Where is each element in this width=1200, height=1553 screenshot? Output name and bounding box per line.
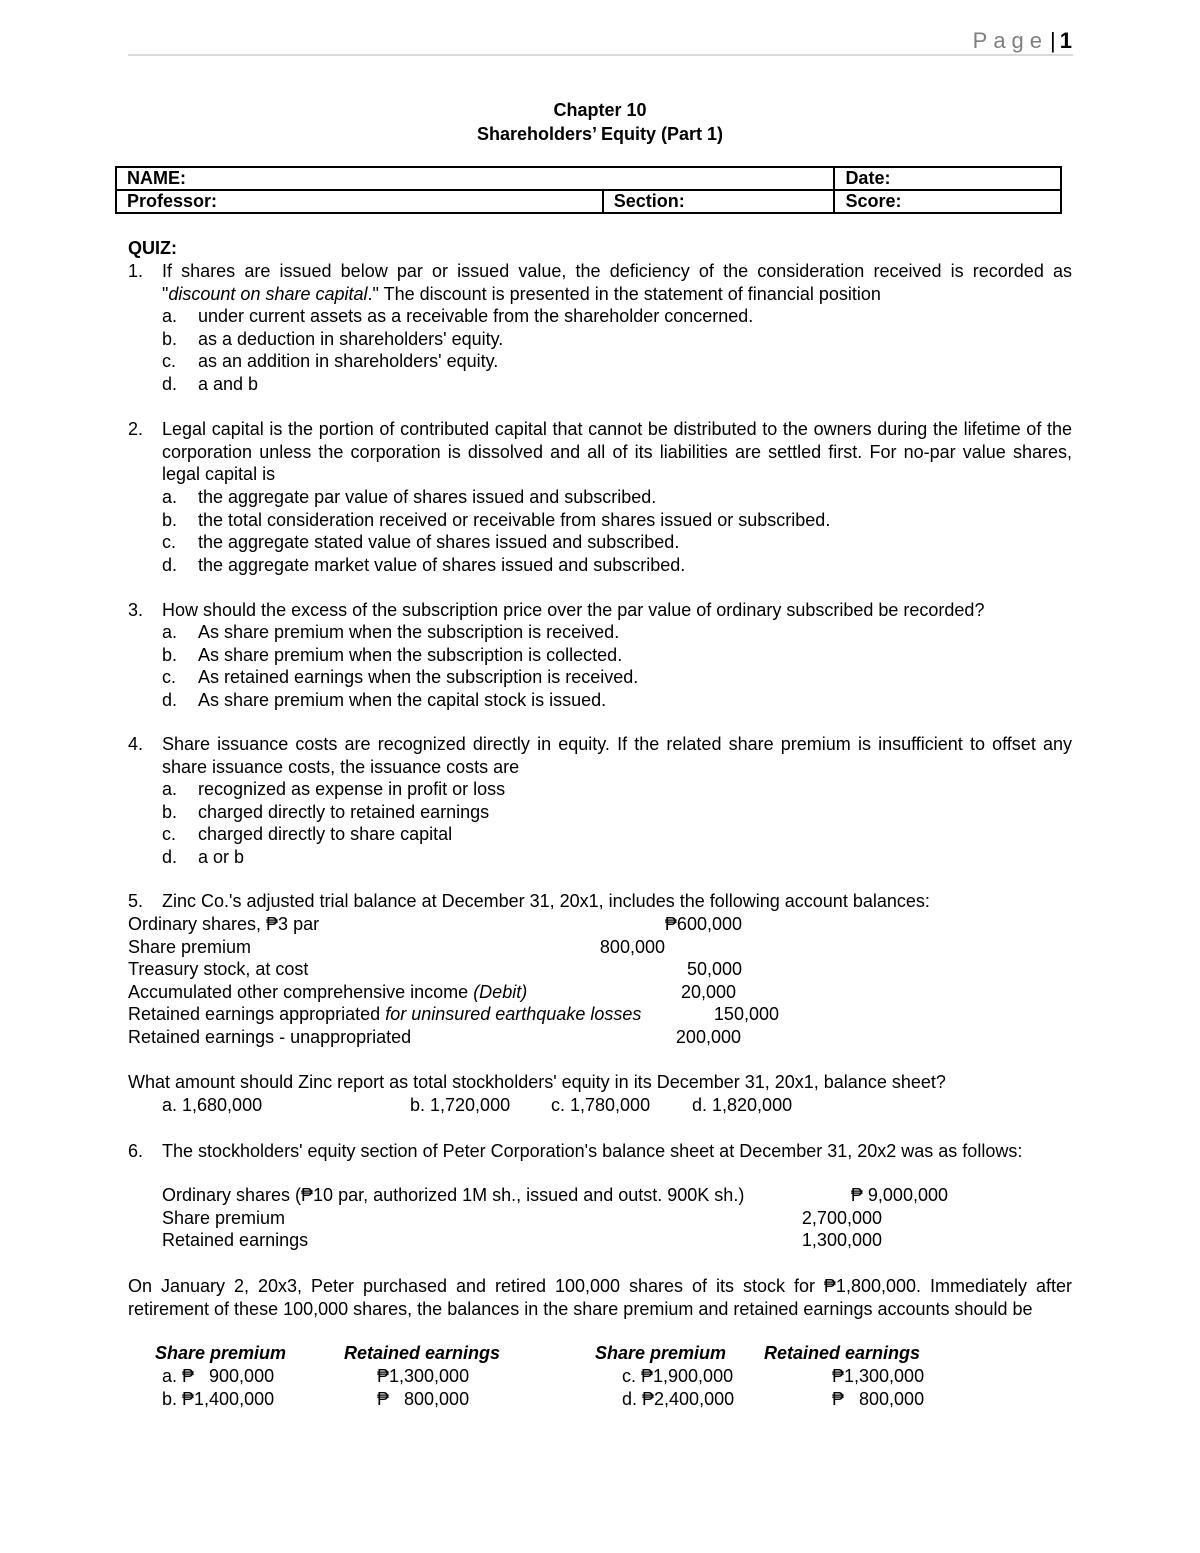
column-header-share-premium: Share premium: [595, 1343, 727, 1363]
question-4: [128, 733, 1072, 778]
account-amount: 800,000: [599, 937, 665, 957]
option-item[interactable]: c. 1,780,000: [551, 1095, 651, 1115]
question-number: 1.: [128, 261, 144, 281]
option-item[interactable]: a. 1,680,000: [162, 1095, 263, 1115]
option-item[interactable]: a. the aggregate par value of shares issued and subscribed.: [162, 487, 657, 507]
page-num: 1: [1059, 28, 1072, 53]
question-text: If shares are issued below par or issued value, the deficiency of the consideration received is recorded as "discount on share capital." The discount is presented in the statement of financial position: [162, 261, 1072, 304]
question-text: The stockholders' equity section of Peter Corporation's balance sheet at December 31, 20x2 was as follows:: [162, 1141, 1023, 1161]
option-item[interactable]: c. as an addition in shareholders' equity.: [162, 351, 499, 372]
account-label: Accumulated other comprehensive income (Debit): [128, 982, 528, 1002]
option-item[interactable]: b. charged directly to retained earnings: [162, 801, 490, 822]
option-item[interactable]: d. a or b: [162, 846, 245, 867]
option-item[interactable]: c. charged directly to share capital: [162, 824, 453, 845]
column-header-retained-earnings: Retained earnings: [764, 1343, 921, 1363]
question-text: Legal capital is the portion of contributed capital that cannot be distributed to the owners during the lifetime of the corporation unless the corporation is dissolved and all of its liabilities are settled first. For no-par value shares, legal capital is: [162, 419, 1072, 485]
question-2: [128, 418, 1072, 486]
option-item[interactable]: a. under current assets as a receivable from the shareholder concerned.: [162, 306, 754, 326]
chapter-title: Chapter 10: [553, 100, 647, 120]
q2-options: [162, 486, 830, 576]
account-label: Treasury stock, at cost: [128, 959, 309, 979]
question-1: [128, 260, 1072, 305]
account-amount: 150,000: [713, 1004, 779, 1024]
account-amount: 20,000: [680, 982, 736, 1002]
account-amount: 200,000: [675, 1027, 741, 1047]
question-number: 3.: [128, 600, 144, 620]
option-item[interactable]: b. 1,720,000: [410, 1095, 511, 1115]
option-item[interactable]: c. ₱1,900,000: [622, 1366, 734, 1386]
equity-label: Ordinary shares (₱10 par, authorized 1M sh., issued and outst. 900K sh.): [162, 1185, 745, 1205]
option-item[interactable]: b. as a deduction in shareholders' equity.: [162, 328, 504, 349]
option-item[interactable]: d. 1,820,000: [692, 1095, 793, 1115]
page-word: Page: [972, 28, 1049, 53]
account-label: Share premium: [128, 937, 252, 957]
equity-amount: ₱ 9,000,000: [850, 1185, 948, 1205]
option-value: ₱1,300,000: [832, 1366, 925, 1386]
question-6: [128, 1140, 1072, 1163]
q3-options: [162, 621, 638, 711]
option-item[interactable]: d. the aggregate market value of shares issued and subscribed.: [162, 554, 686, 575]
q6-question: On January 2, 20x3, Peter purchased and retired 100,000 shares of its stock for ₱1,800,000. Immediately after retirement of these 100,000 shares, the balances in the share premium and retained earnings accounts should be: [128, 1276, 1072, 1319]
equity-amount: 2,700,000: [801, 1208, 882, 1228]
question-text: How should the excess of the subscription price over the par value of ordinary subscribed be recorded?: [162, 600, 985, 620]
column-header-share-premium: Share premium: [155, 1343, 287, 1363]
q1-options: [162, 305, 753, 395]
account-label: Ordinary shares, ₱3 par: [128, 914, 320, 934]
option-value: ₱ 800,000: [377, 1389, 470, 1409]
page-number: Page| 1: [972, 28, 1072, 53]
question-number: 5.: [128, 891, 144, 911]
name-field[interactable]: NAME:: [116, 167, 834, 190]
question-number: 2.: [128, 419, 144, 439]
option-item[interactable]: b. As share premium when the subscription is collected.: [162, 644, 623, 665]
question-text: Zinc Co.'s adjusted trial balance at December 31, 20x1, includes the following account balances:: [162, 891, 930, 911]
equity-label: Share premium: [162, 1208, 286, 1228]
option-item[interactable]: b. ₱1,400,000: [162, 1389, 275, 1409]
score-field[interactable]: Score:: [834, 190, 1061, 213]
student-info-table: [115, 166, 1062, 214]
option-item[interactable]: c. As retained earnings when the subscription is received.: [162, 667, 639, 688]
option-item[interactable]: b. the total consideration received or receivable from shares issued or subscribed.: [162, 509, 831, 530]
question-5: [128, 891, 930, 912]
chapter-subtitle: Shareholders’ Equity (Part 1): [476, 124, 724, 144]
quiz-label: QUIZ:: [128, 238, 177, 258]
option-item[interactable]: d. a and b: [162, 373, 259, 394]
professor-field[interactable]: Professor:: [116, 190, 603, 213]
q5-question: What amount should Zinc report as total stockholders' equity in its December 31, 20x1, balance sheet?: [128, 1072, 946, 1092]
question-3: [128, 599, 1072, 622]
option-item[interactable]: a. recognized as expense in profit or loss: [162, 779, 506, 799]
header-rule: [128, 54, 1073, 56]
option-item[interactable]: a. As share premium when the subscription is received.: [162, 622, 620, 642]
account-amount: ₱600,000: [664, 914, 742, 934]
question-number: 4.: [128, 734, 144, 754]
option-value: ₱1,300,000: [377, 1366, 470, 1386]
option-item[interactable]: d. As share premium when the capital stock is issued.: [162, 689, 607, 710]
option-item[interactable]: c. the aggregate stated value of shares issued and subscribed.: [162, 532, 680, 553]
account-label: Retained earnings - unappropriated: [128, 1027, 412, 1047]
option-item[interactable]: a. ₱ 900,000: [162, 1366, 275, 1386]
column-header-retained-earnings: Retained earnings: [344, 1343, 501, 1363]
account-label: Retained earnings appropriated for uninsured earthquake losses: [128, 1004, 642, 1024]
question-number: 6.: [128, 1141, 144, 1161]
option-value: ₱ 800,000: [832, 1389, 925, 1409]
question-text: Share issuance costs are recognized directly in equity. If the related share premium is insufficient to offset any share issuance costs, the issuance costs are: [162, 734, 1072, 777]
date-field[interactable]: Date:: [834, 167, 1061, 190]
equity-amount: 1,300,000: [801, 1230, 882, 1250]
account-amount: 50,000: [686, 959, 742, 979]
q4-options: [162, 778, 505, 868]
option-item[interactable]: d. ₱2,400,000: [622, 1389, 735, 1409]
section-field[interactable]: Section:: [603, 190, 835, 213]
equity-label: Retained earnings: [162, 1230, 309, 1250]
